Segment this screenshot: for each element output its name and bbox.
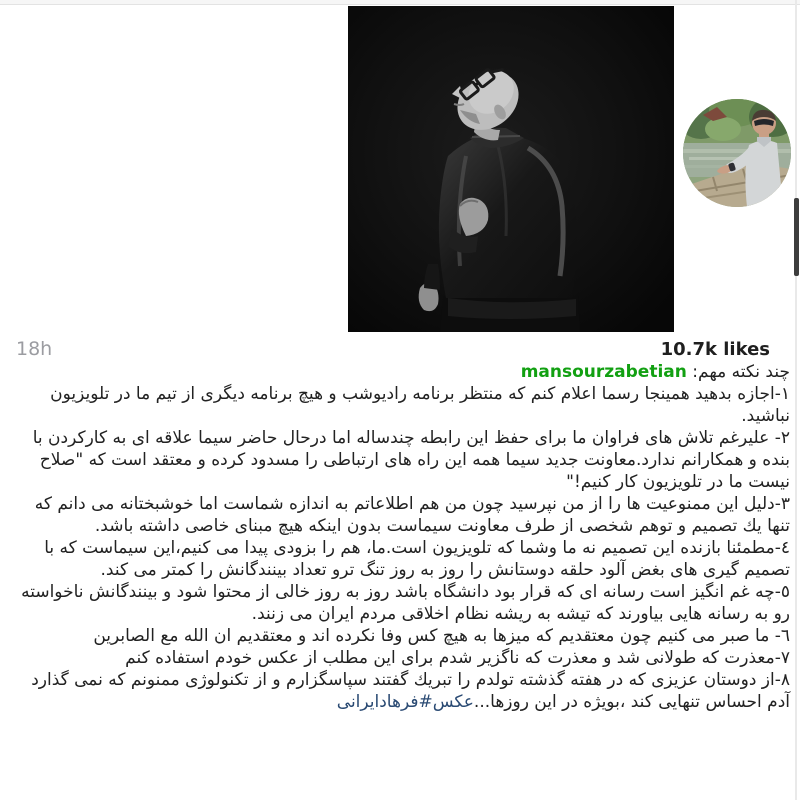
post-timestamp: 18h (16, 338, 53, 360)
hashtag-link[interactable]: عکس#فرهادایرانی (336, 692, 474, 712)
caption-point-1: ۱-اجازه بدهید همینجا رسما اعلام کنم که منتظر برنامه رادیوشب و هیچ برنامه دیگری از تیم ما در تلویزیون نباشید. (50, 384, 790, 426)
likes-count[interactable]: 10.7k likes (660, 338, 770, 360)
avatar-illustration (683, 99, 791, 207)
post-caption (8, 361, 790, 713)
caption-point-2: ۲- علیرغم تلاش های فراوان ما برای حفظ این رابطه چندساله اما درحال حاضر سیما علاقه ای به کارکردن با بنده و همکارانم ندارد.معاونت جدید سیما همه این راه های ارتباطی را مسدود کرده و معتقد است که "صلاح نیست ما در تلویزیون کار کنیم!" (32, 428, 790, 492)
caption-point-8-text: ۸-از دوستان عزیزی که در هفته گذشته تولدم را تبریك گفتند سپاسگزارم و از تکنولوژی ممنونم که نمی گذارد آدم احساس تنهایی کند ،بویژه در این روزها... (31, 670, 790, 712)
profile-avatar[interactable] (683, 99, 791, 207)
caption-intro-line (8, 361, 790, 383)
caption-point-3: ۳-دلیل این ممنوعیت ها را از من نپرسید چون من هم اطلاعاتم به اندازه شماست اما خوشبختانه می دانم که تنها یك تصمیم و توهم شخصی از طرف معاونت سیماست بدون اینکه هیچ مبنای خاصی داشته باشد. (34, 494, 790, 536)
caption-point-4: ٤-مطمئنا بازنده این تصمیم نه ما وشما که تلویزیون است.ما، هم را بزودی پیدا می کنیم،این سیماست که با تصمیم گیری های بغض آلود حلقه دوستانش را روز به روز تنگ ترو تعداد بینندگانش را کمتر می کند. (44, 538, 790, 580)
top-bar (0, 0, 800, 5)
scrollbar-track[interactable] (795, 0, 797, 800)
caption-point-8 (8, 669, 790, 713)
portrait-illustration (348, 6, 674, 332)
caption-point-5: ٥-چه غم انگیز است رسانه ای که قرار بود دانشگاه باشد روز به روز خالی از محتوا شود و بینندگانش ناخواسته رو به رسانه هایی بیاورند که تیشه به ریشه نظام اخلاقی مردم ایران می زنند. (21, 582, 790, 624)
username-link[interactable]: mansourzabetian (520, 362, 687, 382)
post-photo[interactable] (348, 6, 674, 332)
post-meta-row (0, 336, 800, 362)
caption-point-6: ٦- ما صبر می کنیم چون معتقدیم که میزها به هیچ کس وفا نکرده اند و معتقدیم ان الله مع الصابرین (93, 626, 790, 646)
caption-point-7: ۷-معذرت که طولانی شد و معذرت که ناگزیر شدم برای این مطلب از عکس خودم استفاده کنم (125, 648, 790, 668)
scrollbar-thumb[interactable] (794, 198, 799, 276)
caption-intro-text: چند نکته مهم: (692, 362, 790, 382)
